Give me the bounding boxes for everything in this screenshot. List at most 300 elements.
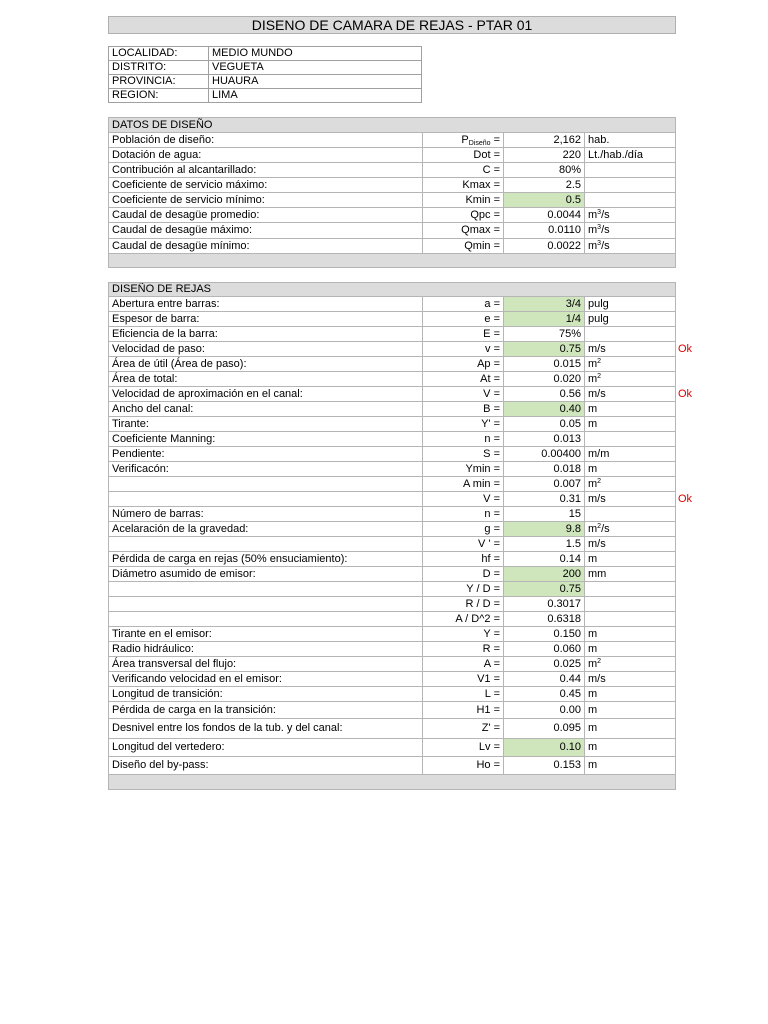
row-symbol bbox=[423, 492, 504, 507]
row-label bbox=[109, 597, 423, 612]
datos-de-diseno-table bbox=[108, 117, 676, 268]
ok-indicator: Ok bbox=[678, 387, 693, 400]
row-label: Velocidad de aproximación en el canal: bbox=[109, 387, 423, 402]
unit-suffix: /s bbox=[601, 208, 610, 221]
row-unit bbox=[585, 148, 676, 163]
row-unit bbox=[585, 312, 676, 327]
row-symbol bbox=[423, 163, 504, 178]
unit-text: m/s bbox=[588, 342, 606, 355]
unit-text: m bbox=[588, 522, 598, 535]
unit-text: m/s bbox=[588, 387, 606, 400]
symbol-text: Y = bbox=[483, 627, 500, 640]
table-row bbox=[109, 612, 676, 627]
row-label: Longitud del vertedero: bbox=[109, 739, 423, 757]
row-label: Diámetro asumido de emisor: bbox=[109, 567, 423, 582]
symbol-text: L = bbox=[484, 687, 500, 700]
row-symbol bbox=[423, 462, 504, 477]
unit-text: m/m bbox=[588, 447, 610, 460]
row-unit bbox=[585, 208, 676, 223]
row-value: 2.5 bbox=[504, 178, 585, 193]
row-unit bbox=[585, 432, 676, 447]
symbol-text: E = bbox=[483, 327, 500, 340]
symbol-text: V1 = bbox=[477, 672, 500, 685]
table-row bbox=[109, 208, 676, 223]
symbol-text: a = bbox=[484, 297, 500, 310]
row-value: 75% bbox=[504, 327, 585, 342]
unit-text: mm bbox=[588, 567, 607, 580]
row-unit bbox=[585, 402, 676, 417]
table-row bbox=[109, 178, 676, 193]
symbol-text: Y' = bbox=[481, 417, 500, 430]
row-label: Pérdida de carga en rejas (50% ensuciamiento): bbox=[109, 552, 423, 567]
row-unit bbox=[585, 133, 676, 148]
unit-text: m bbox=[588, 239, 598, 252]
row-label: Espesor de barra: bbox=[109, 312, 423, 327]
row-symbol bbox=[423, 223, 504, 239]
row-symbol bbox=[423, 387, 504, 402]
row-unit bbox=[585, 178, 676, 193]
row-symbol bbox=[423, 582, 504, 597]
symbol-text: Ymin = bbox=[465, 462, 500, 475]
unit-text: m bbox=[588, 372, 598, 385]
unit-text: m bbox=[588, 703, 598, 716]
unit-text: pulg bbox=[588, 312, 609, 325]
row-label: Verificacón: bbox=[109, 462, 423, 477]
row-value: 0.015 bbox=[504, 357, 585, 372]
row-unit bbox=[585, 672, 676, 687]
unit-text: m bbox=[588, 687, 598, 700]
row-label bbox=[109, 477, 423, 492]
row-value: 0.007 bbox=[504, 477, 585, 492]
row-value: 0.0110 bbox=[504, 223, 585, 239]
row-unit bbox=[585, 537, 676, 552]
symbol-text: Y / D = bbox=[466, 582, 500, 595]
row-symbol bbox=[423, 342, 504, 357]
row-unit bbox=[585, 719, 676, 739]
row-symbol bbox=[423, 193, 504, 208]
table-row bbox=[109, 582, 676, 597]
row-symbol bbox=[423, 657, 504, 672]
symbol-text: Ap = bbox=[477, 357, 500, 370]
row-symbol bbox=[423, 642, 504, 657]
row-symbol bbox=[423, 672, 504, 687]
row-unit bbox=[585, 507, 676, 522]
symbol-text: Lv = bbox=[478, 741, 500, 753]
row-symbol bbox=[423, 447, 504, 462]
row-unit bbox=[585, 757, 676, 775]
row-value: 0.05 bbox=[504, 417, 585, 432]
symbol-text: v = bbox=[485, 342, 500, 355]
unit-text: m bbox=[588, 657, 598, 670]
location-value: LIMA bbox=[209, 89, 422, 103]
row-value: 0.0044 bbox=[504, 208, 585, 223]
location-row bbox=[109, 47, 422, 61]
location-key: DISTRITO: bbox=[109, 61, 209, 75]
row-unit bbox=[585, 657, 676, 672]
row-value: 0.5 bbox=[504, 193, 585, 208]
row-label: Eficiencia de la barra: bbox=[109, 327, 423, 342]
table-row bbox=[109, 163, 676, 178]
symbol-text: V = bbox=[483, 387, 500, 400]
row-value: 0.45 bbox=[504, 687, 585, 702]
table-row bbox=[109, 739, 676, 757]
row-label: Acelaración de la gravedad: bbox=[109, 522, 423, 537]
row-value: 0.095 bbox=[504, 719, 585, 739]
row-label: Coeficiente Manning: bbox=[109, 432, 423, 447]
table-row bbox=[109, 672, 676, 687]
unit-text: m bbox=[588, 402, 598, 415]
symbol-text: H1 = bbox=[476, 703, 500, 716]
section-header bbox=[109, 118, 676, 133]
table-row bbox=[109, 239, 676, 254]
location-row bbox=[109, 89, 422, 103]
symbol-text: V ' = bbox=[478, 537, 500, 550]
unit-superscript: 2 bbox=[597, 357, 602, 365]
row-value: 0.060 bbox=[504, 642, 585, 657]
row-symbol bbox=[423, 597, 504, 612]
section-header bbox=[109, 283, 676, 297]
row-value: 3/4 bbox=[504, 297, 585, 312]
location-key: LOCALIDAD: bbox=[109, 47, 209, 61]
row-value: 0.0022 bbox=[504, 239, 585, 254]
row-value: 0.40 bbox=[504, 402, 585, 417]
symbol-subscript: Diseño bbox=[468, 139, 491, 147]
symbol-text: R = bbox=[482, 642, 500, 655]
unit-text: m bbox=[588, 741, 598, 753]
row-label bbox=[109, 582, 423, 597]
row-value: 1/4 bbox=[504, 312, 585, 327]
row-label: Pérdida de carga en la transición: bbox=[109, 702, 423, 719]
unit-text: m bbox=[588, 477, 598, 490]
row-symbol bbox=[423, 612, 504, 627]
unit-text: m bbox=[588, 417, 598, 430]
row-unit bbox=[585, 567, 676, 582]
table-row bbox=[109, 312, 676, 327]
table-row bbox=[109, 372, 676, 387]
unit-text: pulg bbox=[588, 297, 609, 310]
unit-superscript: 3 bbox=[597, 208, 602, 216]
location-row bbox=[109, 61, 422, 75]
row-label: Contribución al alcantarillado: bbox=[109, 163, 423, 178]
row-value: 0.025 bbox=[504, 657, 585, 672]
row-unit bbox=[585, 687, 676, 702]
row-symbol bbox=[423, 402, 504, 417]
row-label bbox=[109, 492, 423, 507]
row-unit bbox=[585, 342, 676, 357]
symbol-text: S = bbox=[483, 447, 500, 460]
row-symbol bbox=[423, 178, 504, 193]
row-unit bbox=[585, 627, 676, 642]
row-symbol bbox=[423, 522, 504, 537]
table-row bbox=[109, 627, 676, 642]
row-symbol bbox=[423, 552, 504, 567]
row-symbol bbox=[423, 537, 504, 552]
row-symbol bbox=[423, 432, 504, 447]
symbol-text: A min = bbox=[463, 477, 500, 490]
table-row bbox=[109, 133, 676, 148]
table-row bbox=[109, 342, 676, 357]
symbol-text: e = bbox=[484, 312, 500, 325]
table-row bbox=[109, 148, 676, 163]
diseno-de-rejas-table bbox=[108, 282, 676, 790]
symbol-text: n = bbox=[484, 432, 500, 445]
row-unit bbox=[585, 522, 676, 537]
row-value: 220 bbox=[504, 148, 585, 163]
table-row bbox=[109, 402, 676, 417]
row-value: 9.8 bbox=[504, 522, 585, 537]
row-symbol bbox=[423, 719, 504, 739]
row-unit bbox=[585, 327, 676, 342]
row-value: 0.31 bbox=[504, 492, 585, 507]
table-row bbox=[109, 417, 676, 432]
unit-text: m bbox=[588, 642, 598, 655]
table-row bbox=[109, 507, 676, 522]
symbol-text: Kmax = bbox=[462, 178, 500, 191]
row-value: 0.3017 bbox=[504, 597, 585, 612]
table-row bbox=[109, 687, 676, 702]
row-unit bbox=[585, 477, 676, 492]
row-unit bbox=[585, 492, 676, 507]
unit-superscript: 2 bbox=[597, 372, 602, 380]
symbol-text: V = bbox=[483, 492, 500, 505]
table-row bbox=[109, 432, 676, 447]
unit-text: m bbox=[588, 552, 598, 565]
symbol-text: n = bbox=[484, 507, 500, 520]
unit-superscript: 2 bbox=[597, 522, 602, 530]
row-label: Longitud de transición: bbox=[109, 687, 423, 702]
row-unit bbox=[585, 239, 676, 254]
row-unit bbox=[585, 223, 676, 239]
symbol-text: A / D^2 = bbox=[455, 612, 500, 625]
unit-text: m bbox=[588, 357, 598, 370]
row-unit bbox=[585, 552, 676, 567]
symbol-text: R / D = bbox=[465, 597, 500, 610]
section-title: DATOS DE DISEÑO bbox=[109, 118, 676, 133]
row-symbol bbox=[423, 739, 504, 757]
symbol-text: P bbox=[461, 133, 469, 146]
section-footer bbox=[109, 254, 676, 268]
table-row bbox=[109, 719, 676, 739]
table-row bbox=[109, 462, 676, 477]
row-symbol bbox=[423, 627, 504, 642]
row-value: 0.00400 bbox=[504, 447, 585, 462]
row-value: 0.56 bbox=[504, 387, 585, 402]
symbol-text: hf = bbox=[481, 552, 500, 565]
row-label: Pendiente: bbox=[109, 447, 423, 462]
table-row bbox=[109, 193, 676, 208]
row-label bbox=[109, 612, 423, 627]
row-symbol bbox=[423, 757, 504, 775]
row-symbol bbox=[423, 327, 504, 342]
table-row bbox=[109, 597, 676, 612]
row-value: 1.5 bbox=[504, 537, 585, 552]
location-value: VEGUETA bbox=[209, 61, 422, 75]
symbol-text: Qpc = bbox=[470, 208, 500, 221]
symbol-text: A = bbox=[483, 657, 500, 670]
unit-text: m bbox=[588, 462, 598, 475]
row-label: Población de diseño: bbox=[109, 133, 423, 148]
unit-text: m/s bbox=[588, 492, 606, 505]
row-symbol bbox=[423, 372, 504, 387]
row-value: 0.75 bbox=[504, 342, 585, 357]
table-row bbox=[109, 477, 676, 492]
row-symbol bbox=[423, 297, 504, 312]
row-unit bbox=[585, 417, 676, 432]
row-value: 0.020 bbox=[504, 372, 585, 387]
row-symbol bbox=[423, 357, 504, 372]
ok-indicator: Ok bbox=[678, 342, 693, 355]
symbol-text: Dot = bbox=[473, 148, 500, 161]
row-unit bbox=[585, 642, 676, 657]
unit-superscript: 2 bbox=[597, 477, 602, 485]
row-value: 0.153 bbox=[504, 757, 585, 775]
row-label: Área de útil (Área de paso): bbox=[109, 357, 423, 372]
row-unit bbox=[585, 193, 676, 208]
row-value: 0.150 bbox=[504, 627, 585, 642]
symbol-text: Qmin = bbox=[464, 239, 500, 252]
table-row bbox=[109, 492, 676, 507]
row-label: Ancho del canal: bbox=[109, 402, 423, 417]
symbol-text: Qmax = bbox=[461, 224, 500, 236]
row-unit bbox=[585, 582, 676, 597]
row-unit bbox=[585, 597, 676, 612]
table-row bbox=[109, 387, 676, 402]
row-value: 0.75 bbox=[504, 582, 585, 597]
symbol-text: Z' = bbox=[481, 722, 500, 734]
row-label bbox=[109, 537, 423, 552]
row-unit bbox=[585, 387, 676, 402]
row-label: Número de barras: bbox=[109, 507, 423, 522]
row-label: Tirante: bbox=[109, 417, 423, 432]
row-symbol bbox=[423, 417, 504, 432]
location-table bbox=[108, 46, 422, 103]
unit-text: hab. bbox=[588, 133, 610, 146]
row-label: Radio hidráulico: bbox=[109, 642, 423, 657]
row-unit bbox=[585, 163, 676, 178]
row-label: Caudal de desagüe máximo: bbox=[109, 223, 423, 239]
unit-text: m bbox=[588, 759, 598, 771]
table-row bbox=[109, 297, 676, 312]
row-symbol bbox=[423, 208, 504, 223]
unit-superscript: 3 bbox=[597, 224, 602, 231]
table-row bbox=[109, 567, 676, 582]
symbol-equals: = bbox=[490, 133, 500, 146]
footer-bar bbox=[109, 254, 676, 268]
row-value: 0.14 bbox=[504, 552, 585, 567]
row-unit bbox=[585, 462, 676, 477]
row-value: 0.00 bbox=[504, 702, 585, 719]
row-symbol bbox=[423, 148, 504, 163]
row-value: 0.018 bbox=[504, 462, 585, 477]
table-row bbox=[109, 327, 676, 342]
table-row bbox=[109, 522, 676, 537]
unit-text: m/s bbox=[588, 537, 606, 550]
symbol-text: B = bbox=[483, 402, 500, 415]
unit-superscript: 3 bbox=[597, 239, 602, 247]
row-label: Coeficiente de servicio mínimo: bbox=[109, 193, 423, 208]
row-value: 0.013 bbox=[504, 432, 585, 447]
location-value: HUAURA bbox=[209, 75, 422, 89]
table-row bbox=[109, 223, 676, 239]
section-title: DISEÑO DE REJAS bbox=[109, 283, 676, 297]
row-value: 15 bbox=[504, 507, 585, 522]
location-key: REGION: bbox=[109, 89, 209, 103]
row-unit bbox=[585, 357, 676, 372]
table-row bbox=[109, 537, 676, 552]
row-symbol bbox=[423, 567, 504, 582]
location-row bbox=[109, 75, 422, 89]
unit-text: Lt./hab./día bbox=[588, 148, 644, 161]
row-label: Área de total: bbox=[109, 372, 423, 387]
row-unit bbox=[585, 702, 676, 719]
footer-bar bbox=[109, 775, 676, 790]
unit-text: m bbox=[588, 224, 598, 236]
row-value: 200 bbox=[504, 567, 585, 582]
symbol-text: g = bbox=[484, 522, 500, 535]
table-row bbox=[109, 552, 676, 567]
location-value: MEDIO MUNDO bbox=[209, 47, 422, 61]
row-symbol bbox=[423, 702, 504, 719]
table-row bbox=[109, 657, 676, 672]
row-unit bbox=[585, 447, 676, 462]
unit-text: m bbox=[588, 627, 598, 640]
symbol-text: D = bbox=[482, 567, 500, 580]
unit-text: m bbox=[588, 208, 598, 221]
unit-suffix: /s bbox=[601, 224, 610, 236]
row-value: 0.6318 bbox=[504, 612, 585, 627]
row-label: Abertura entre barras: bbox=[109, 297, 423, 312]
unit-suffix: /s bbox=[601, 522, 610, 535]
section-footer bbox=[109, 775, 676, 790]
row-label: Caudal de desagüe mínimo: bbox=[109, 239, 423, 254]
row-value: 0.44 bbox=[504, 672, 585, 687]
row-label: Área transversal del flujo: bbox=[109, 657, 423, 672]
location-key: PROVINCIA: bbox=[109, 75, 209, 89]
row-symbol bbox=[423, 239, 504, 254]
symbol-text: Ho = bbox=[476, 759, 500, 771]
table-row bbox=[109, 447, 676, 462]
unit-suffix: /s bbox=[601, 239, 610, 252]
ok-indicator: Ok bbox=[678, 492, 693, 505]
row-symbol bbox=[423, 507, 504, 522]
row-unit bbox=[585, 297, 676, 312]
row-label: Velocidad de paso: bbox=[109, 342, 423, 357]
row-label: Verificando velocidad en el emisor: bbox=[109, 672, 423, 687]
symbol-text: Kmin = bbox=[465, 193, 500, 206]
row-label: Caudal de desagüe promedio: bbox=[109, 208, 423, 223]
row-unit bbox=[585, 739, 676, 757]
table-row bbox=[109, 642, 676, 657]
row-value: 0.10 bbox=[504, 739, 585, 757]
table-row bbox=[109, 757, 676, 775]
row-value: 80% bbox=[504, 163, 585, 178]
row-unit bbox=[585, 612, 676, 627]
row-unit bbox=[585, 372, 676, 387]
unit-text: m/s bbox=[588, 672, 606, 685]
row-label: Desnivel entre los fondos de la tub. y del canal: bbox=[109, 719, 423, 739]
row-value: 2,162 bbox=[504, 133, 585, 148]
unit-superscript: 2 bbox=[597, 657, 602, 665]
row-label: Diseño del by-pass: bbox=[109, 757, 423, 775]
row-symbol bbox=[423, 687, 504, 702]
row-symbol bbox=[423, 133, 504, 148]
row-label: Coeficiente de servicio máximo: bbox=[109, 178, 423, 193]
symbol-text: At = bbox=[480, 372, 500, 385]
page-title: DISENO DE CAMARA DE REJAS - PTAR 01 bbox=[108, 16, 676, 34]
table-row bbox=[109, 702, 676, 719]
row-symbol bbox=[423, 477, 504, 492]
row-label: Tirante en el emisor: bbox=[109, 627, 423, 642]
